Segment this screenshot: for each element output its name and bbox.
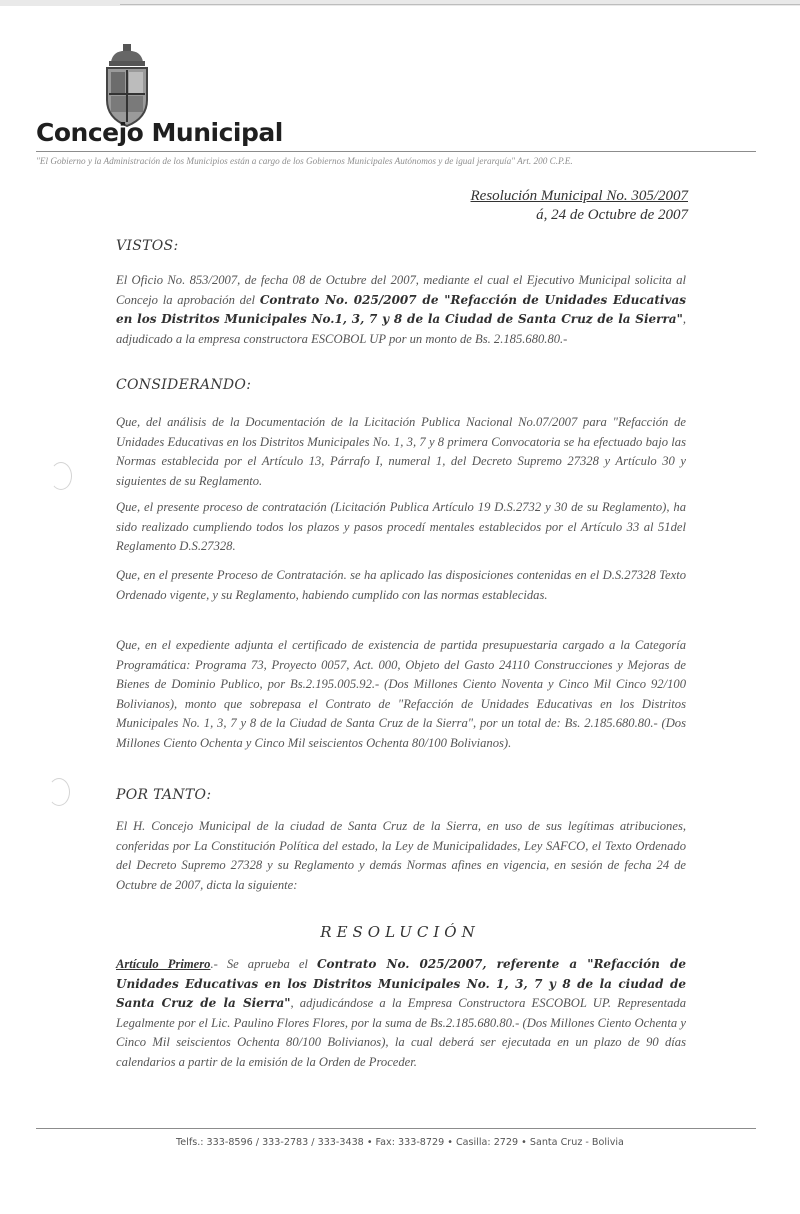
vistos-text-c: , adjudicado a la empresa constructora ESCOBOL UP por un monto de Bs. 2.185.680.80.- <box>116 312 686 346</box>
resolution-date: á, 24 de Octubre de 2007 <box>536 207 688 223</box>
motto: "El Gobierno y la Administración de los Municipios están a cargo de los Gobiernos Municipales Autónomos y de igual jerarquía" Art. 200 C.P.E. <box>36 156 573 166</box>
article-text-a: .- Se aprueba el <box>210 957 317 971</box>
header-rule <box>36 151 756 152</box>
vistos-text-a: El Oficio No. 853/2007, de fecha 08 de Octubre del 2007, mediante el cual el Ejecutivo Municipal solicita al Concejo la aprobación del <box>116 273 686 307</box>
paragraph-considerando-2: Que, el presente proceso de contratación (Licitación Publica Artículo 19 D.S.2732 y 30 de su Reglamento), ha sido realizado cumpliendo todos los plazos y pasos procedí mentales establecidos por el Artículo 33 al 51del Reglamento D.S.27328. <box>116 500 686 553</box>
punch-hole-mark <box>50 462 72 490</box>
footer-rule <box>36 1128 756 1129</box>
paragraph-por-tanto: El H. Concejo Municipal de la ciudad de Santa Cruz de la Sierra, en uso de sus legítimas atribuciones, conferidas por La Constitución Política del estado, la Ley de Municipalidades, Ley SAFCO, el Texto Ordenado del Decreto Supremo 27328 y su Reglamento y demás Normas afines en vigencia, en sesión de fecha 24 de Octubre de 2007, dicta la siguiente: <box>116 819 686 892</box>
footer-contact: Telfs.: 333-8596 / 333-2783 / 333-3438 • Fax: 333-8729 • Casilla: 2729 • Santa Cruz - Bolivia <box>176 1137 624 1148</box>
coat-of-arms-icon <box>97 42 157 128</box>
resolution-number: Resolución Municipal No. 305/2007 <box>470 188 688 204</box>
paragraph-considerando-4: Que, en el expediente adjunta el certificado de existencia de partida presupuestaria cargado a la Categoría Programática: Programa 73, Proyecto 0057, Act. 000, Objeto del Gasto 24110 Construcciones y Mejoras de Bienes de Dominio Publico, por Bs.2.195.005.92.- (Dos Millones Ciento Noventa y Cinco Mil Cinco 92/100 Bolivianos), monto que sobrepasa el Contrato de "Refacción de Unidades Educativas en los Distritos Municipales No. 1, 3, 7 y 8 de la Ciudad de Santa Cruz de la Sierra", por un total de: Bs. 2.185.680.80.- (Dos Millones Ciento Ochenta y Cinco Mil seiscientos Ochenta 80/100 Bolivianos). <box>116 638 686 750</box>
vistos-contract: Contrato No. 025/2007 de "Refacción de Unidades Educativas en los Distritos Municipales No.1, 3, 7 y 8 de la Ciudad de Santa Cruz de la Sierra" <box>116 292 686 326</box>
scan-line <box>120 4 800 5</box>
paragraph-considerando-3: Que, en el presente Proceso de Contratación. se ha aplicado las disposiciones contenidas en el D.S.27328 Texto Ordenado vigente, y su Reglamento, habiendo cumplido con las normas establecidas. <box>116 568 686 602</box>
heading-vistos: VISTOS: <box>116 238 179 254</box>
article-label: Artículo Primero <box>116 957 211 971</box>
paragraph-articulo-primero <box>116 955 686 1072</box>
heading-considerando: CONSIDERANDO: <box>116 377 252 393</box>
resolution-reference <box>471 188 688 224</box>
article-contract: Contrato No. 025/2007, referente a "Refacción de Unidades Educativas en los Distritos Municipales No. 1, 3, 7 y 8 de la ciudad de Santa Cruz de la Sierra" <box>116 957 687 1010</box>
council-name: Concejo Municipal <box>36 118 283 147</box>
heading-por-tanto: POR TANTO: <box>116 787 212 803</box>
paragraph-considerando-1: Que, del análisis de la Documentación de la Licitación Publica Nacional No.07/2007 para "Refacción de Unidades Educativas en los Distritos Municipales No. 1, 3, 7 y 8 primera Convocatoria se ha efectuado bajo las Normas establecida por el Artículo 13, Párrafo I, numeral 1, del Decreto Supremo 27328 y Artículo 30 y siguientes de su Reglamento. <box>116 415 686 488</box>
article-text-c: , adjudicándose a la Empresa Constructora ESCOBOL UP. Representada Legalmente por el Lic. Paulino Flores Flores, por la suma de Bs.2.185.680.80.- (Dos Millones Ciento Ochenta y Cinco Mil seiscientos Ochenta 80/100 Bolivianos), la cual deberá ser ejecutada en un plazo de 90 días calendarios a partir de la emisión de la Orden de Proceder. <box>116 996 686 1069</box>
paragraph-vistos <box>116 271 686 349</box>
scan-edge <box>0 0 800 6</box>
resolution-title: RESOLUCIÓN <box>320 923 480 941</box>
punch-hole-mark <box>48 778 70 806</box>
